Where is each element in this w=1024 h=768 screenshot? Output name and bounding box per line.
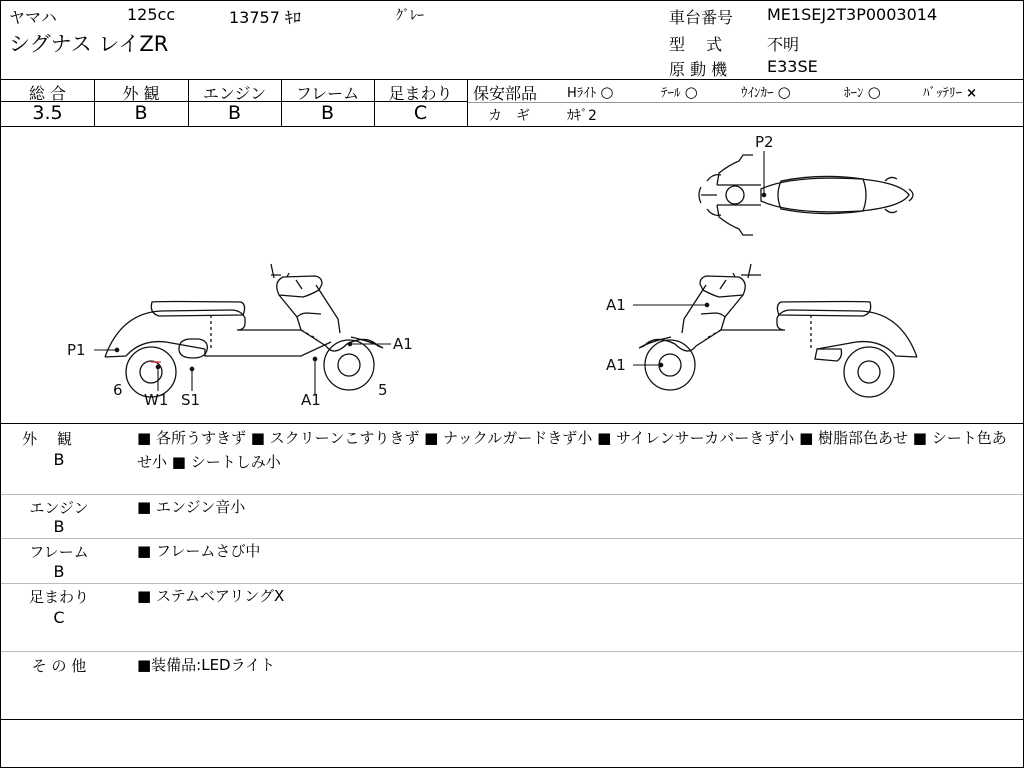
section-frame-text: ■ フレームさび中 (137, 542, 261, 560)
color: ｸﾞﾚｰ (396, 8, 424, 24)
divider (1, 719, 1023, 720)
model-type-value: 不明 (767, 35, 800, 54)
grade-engine-label: エンジン (202, 84, 267, 103)
damage-diagram (1, 127, 1023, 423)
section-engine-label: エンジン (29, 499, 89, 517)
section-other-label: そ の 他 (31, 657, 87, 675)
section-suspension-label: 足まわり (28, 588, 89, 606)
divider (467, 79, 468, 126)
grade-frame-value: B (320, 102, 335, 124)
model-name: シグナス レイZR (9, 32, 169, 56)
grade-overall-label: 総 合 (28, 84, 67, 103)
key-value: ｶｷﾞ2 (567, 108, 597, 124)
label-a1-body: A1 (393, 335, 413, 353)
mileage: 13757 ｷﾛ (229, 8, 301, 27)
chassis-number-label: 車台番号 (669, 8, 734, 27)
label-p2: P2 (755, 133, 774, 151)
safety-item-winker: ｳｲﾝｶｰ ○ (741, 83, 791, 101)
section-suspension-grade: C (53, 608, 65, 627)
section-frame-grade: B (53, 562, 65, 581)
divider (1, 79, 1023, 80)
safety-item-headlight: Hﾗｲﾄ ○ (567, 83, 614, 101)
label-a1-right-bottom: A1 (606, 356, 626, 374)
grade-suspension-label: 足まわり (388, 84, 453, 103)
scooter-left-side-view (105, 264, 383, 397)
grade-suspension-value: C (413, 102, 428, 124)
label-p1: P1 (67, 341, 86, 359)
section-exterior-grade: B (53, 450, 65, 469)
section-engine-grade: B (53, 517, 65, 536)
label-five: 5 (378, 381, 388, 399)
displacement: 125cc (127, 5, 176, 24)
section-exterior-text: ■ 各所うすきず ■ スクリーンこすりきず ■ ナックルガードきず小 ■ サイレンサーカバーきず小 ■ 樹脂部色あせ ■ シート色あせ小 ■ シートしみ小 (137, 429, 1007, 471)
label-w1: W1 (144, 391, 169, 409)
engine-model-label: 原 動 機 (669, 60, 728, 79)
grade-overall-value: 3.5 (32, 102, 63, 124)
section-exterior-label: 外 観 (22, 430, 72, 448)
grade-exterior-label: 外 観 (122, 84, 160, 103)
maker: ヤマハ (9, 8, 57, 27)
engine-model-value: E33SE (767, 57, 818, 76)
safety-item-battery: ﾊﾞｯﾃﾘｰ × (923, 86, 978, 101)
scooter-right-side-view (639, 264, 917, 397)
grade-exterior-value: B (134, 102, 148, 124)
section-other-text: ■装備品:LEDライト (137, 656, 276, 674)
chassis-number-value: ME1SEJ2T3P0003014 (767, 5, 938, 24)
label-a1-bottom: A1 (301, 391, 321, 409)
label-six: 6 (113, 381, 123, 399)
model-type-label: 型 式 (669, 35, 723, 54)
safety-parts-label: 保安部品 (473, 84, 538, 103)
section-suspension-text: ■ ステムベアリングX (137, 587, 285, 605)
safety-item-horn: ﾎｰﾝ ○ (844, 83, 881, 101)
key-label: カ ギ (488, 108, 530, 124)
label-a1-right-top: A1 (606, 296, 626, 314)
divider (1, 423, 1023, 424)
section-engine-text: ■ エンジン音小 (137, 498, 246, 516)
grade-frame-label: フレーム (295, 84, 360, 103)
label-s1: S1 (181, 391, 201, 409)
section-frame-label: フレーム (29, 543, 89, 561)
divider (467, 102, 1023, 103)
divider (1, 651, 1023, 652)
safety-item-taillight: ﾃｰﾙ ○ (661, 83, 698, 101)
scooter-top-view (699, 155, 913, 235)
grade-engine-value: B (227, 102, 242, 124)
